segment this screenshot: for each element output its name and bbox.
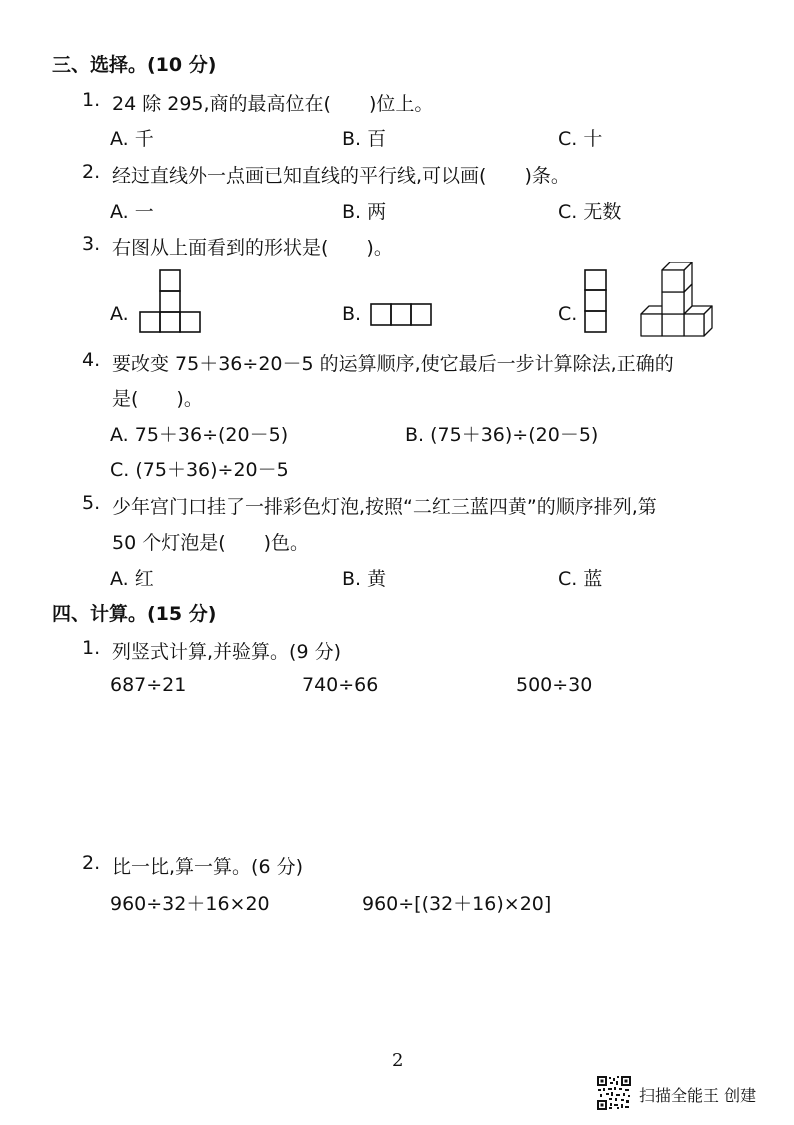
q5-option-a: [110, 564, 154, 591]
s4-q2-number: 2.: [82, 852, 101, 874]
option-text: 百: [367, 128, 387, 150]
option-letter: A.: [110, 201, 129, 223]
option-text: 一: [134, 201, 154, 223]
q3-text: 右图从上面看到的形状是( )。: [112, 237, 393, 259]
option-letter: A.: [110, 568, 129, 590]
option-letter: C.: [558, 128, 578, 150]
q2-option-c: [558, 197, 621, 224]
option-text: (75＋36)÷(20－5): [430, 424, 599, 446]
option-text: 无数: [583, 201, 622, 223]
q4-option-b: [405, 420, 598, 447]
q4-text-line2: 是( )。: [112, 388, 203, 410]
section3-title: 三、选择。(10 分): [52, 54, 217, 76]
q1-option-b: [342, 124, 386, 151]
q4-option-a: [110, 420, 288, 447]
q5-number: 5.: [82, 492, 101, 514]
option-letter: B.: [342, 201, 362, 223]
section4-title: 四、计算。(15 分): [52, 603, 217, 625]
q4-option-c: [110, 455, 289, 482]
s4-q1-number: 1.: [82, 637, 101, 659]
q3-option-a-letter: A.: [110, 303, 129, 325]
s4-q1-text: 列竖式计算,并验算。(9 分): [112, 641, 341, 663]
page-number: 2: [392, 1050, 404, 1071]
option-letter: B.: [405, 424, 425, 446]
q3-option-b-letter: B.: [342, 303, 362, 325]
option-text: 千: [134, 128, 154, 150]
q2-option-a: [110, 197, 154, 224]
calc-problem-3: 500÷30: [516, 674, 593, 696]
q2-number: 2.: [82, 161, 101, 183]
q3-option-c-figure: [583, 268, 609, 334]
q1-option-a: [110, 124, 154, 151]
option-letter: C.: [558, 568, 578, 590]
q3-number: 3.: [82, 233, 101, 255]
q1-number: 1.: [82, 89, 101, 111]
q4-text-line1: 要改变 75＋36÷20－5 的运算顺序,使它最后一步计算除法,正确的: [112, 353, 674, 375]
option-text: 75＋36÷(20－5): [134, 424, 289, 446]
q3-option-b-figure: [369, 302, 435, 328]
option-letter: A.: [110, 128, 129, 150]
option-letter: B.: [342, 568, 362, 590]
q2-option-b: [342, 197, 386, 224]
option-letter: C.: [110, 459, 130, 481]
calc-problem-2: 740÷66: [302, 674, 379, 696]
compare-problem-1: 960÷32＋16×20: [110, 893, 270, 915]
q3-option-c-letter: C.: [558, 303, 578, 325]
q5-text-line1: 少年宫门口挂了一排彩色灯泡,按照“二红三蓝四黄”的顺序排列,第: [112, 496, 657, 518]
footer-brand: 扫描全能王 创建: [639, 1086, 757, 1105]
q3-option-a-figure: [138, 268, 204, 334]
option-text: (75＋36)÷20－5: [135, 459, 289, 481]
option-text: 十: [583, 128, 603, 150]
option-text: 红: [134, 568, 154, 590]
q2-text: 经过直线外一点画已知直线的平行线,可以画( )条。: [112, 165, 570, 187]
q5-option-b: [342, 564, 386, 591]
option-text: 黄: [367, 568, 387, 590]
q4-number: 4.: [82, 349, 101, 371]
qr-code-icon: [597, 1076, 631, 1110]
q1-text: 24 除 295,商的最高位在( )位上。: [112, 93, 434, 115]
s4-q2-text: 比一比,算一算。(6 分): [112, 856, 303, 878]
calc-problem-1: 687÷21: [110, 674, 187, 696]
option-letter: C.: [558, 201, 578, 223]
compare-problem-2: 960÷[(32＋16)×20]: [362, 893, 552, 915]
q3-cube-figure: [638, 262, 720, 338]
q1-option-c: [558, 124, 602, 151]
option-letter: B.: [342, 128, 362, 150]
option-text: 两: [367, 201, 387, 223]
option-letter: A.: [110, 424, 129, 446]
q5-text-line2: 50 个灯泡是( )色。: [112, 532, 310, 554]
option-text: 蓝: [583, 568, 603, 590]
q5-option-c: [558, 564, 602, 591]
